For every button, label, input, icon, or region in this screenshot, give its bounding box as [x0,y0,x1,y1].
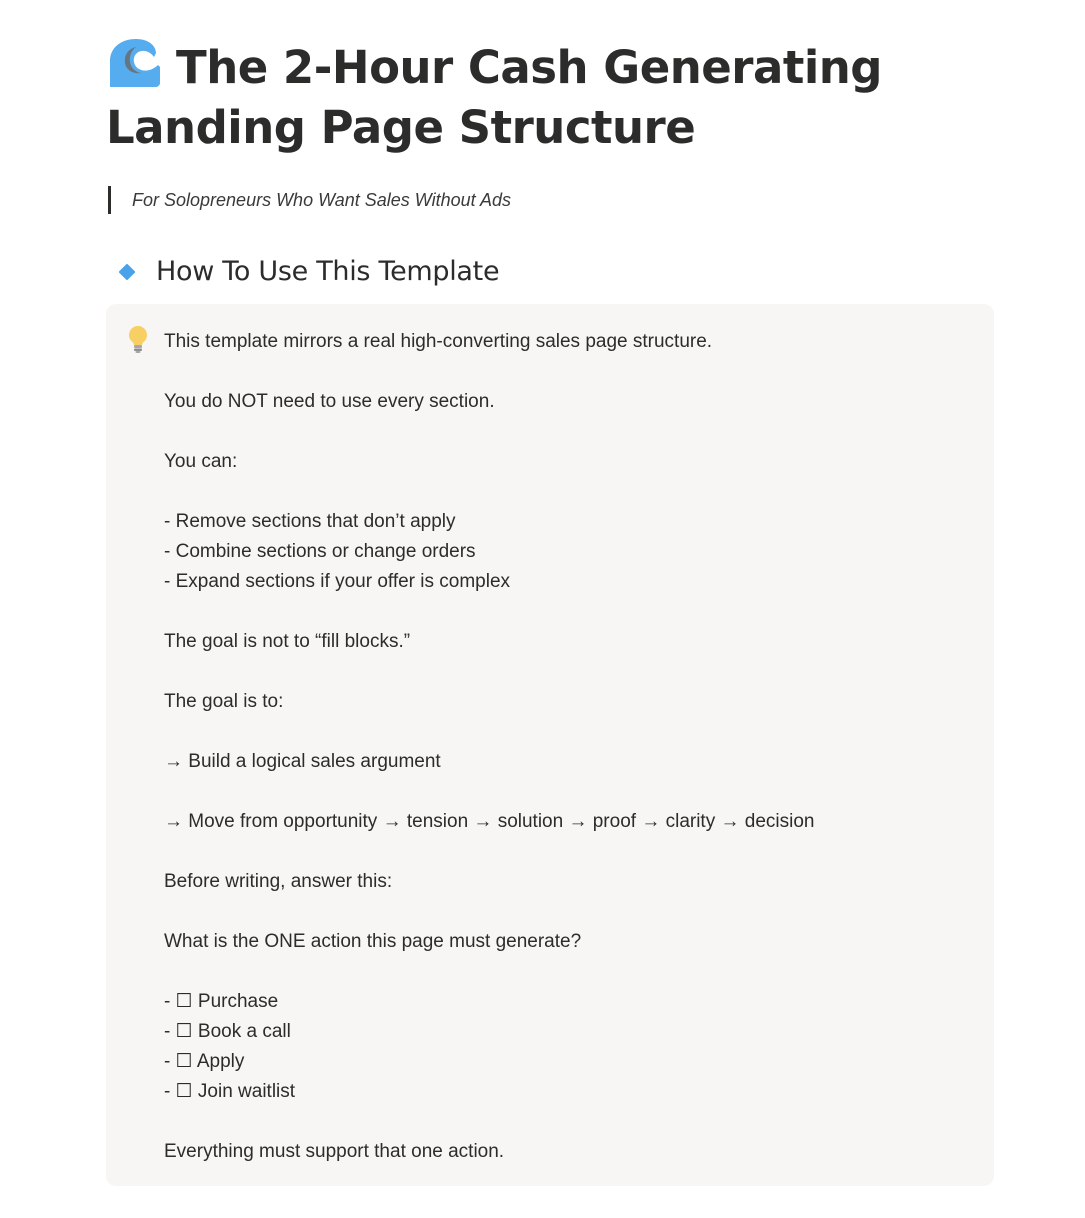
goal-item: → Move from opportunity → tension → solution → proof → clarity → decision [164,811,815,832]
callout-block [106,304,994,1186]
callout-body [164,327,974,1167]
subtitle-quote [108,186,511,214]
goal-item: → Build a logical sales argument [164,751,441,772]
callout-text-goal-not: The goal is not to “fill blocks.” [164,631,411,652]
section-heading [106,256,499,287]
action-item: - ☐ Purchase [164,991,279,1012]
callout-text-question: What is the ONE action this page must generate? [164,931,582,952]
page-title-text: The 2-Hour Cash Generating Landing Page Structure [106,41,883,154]
subtitle-quote-text: For Solopreneurs Who Want Sales Without Ads [132,189,512,210]
callout-text-closing: Everything must support that one action. [164,1141,505,1162]
action-item: - ☐ Join waitlist [164,1081,296,1102]
callout-text-not-every: You do NOT need to use every section. [164,391,495,412]
callout-text-you-can: You can: [164,451,238,472]
callout-text-intro: This template mirrors a real high-converting sales page structure. [164,331,713,352]
callout-text-before-writing: Before writing, answer this: [164,871,393,892]
action-item: - ☐ Book a call [164,1021,291,1042]
action-item: - ☐ Apply [164,1051,245,1072]
option-item: - Remove sections that don’t apply [164,511,456,532]
lightbulb-icon [126,326,150,354]
wave-icon [106,39,160,87]
section-heading-text: How To Use This Template [156,256,500,287]
option-item: - Expand sections if your offer is complex [164,571,511,592]
callout-text-goal-is: The goal is to: [164,691,284,712]
diamond-icon [119,263,136,280]
page-title [106,38,986,158]
option-item: - Combine sections or change orders [164,541,476,562]
